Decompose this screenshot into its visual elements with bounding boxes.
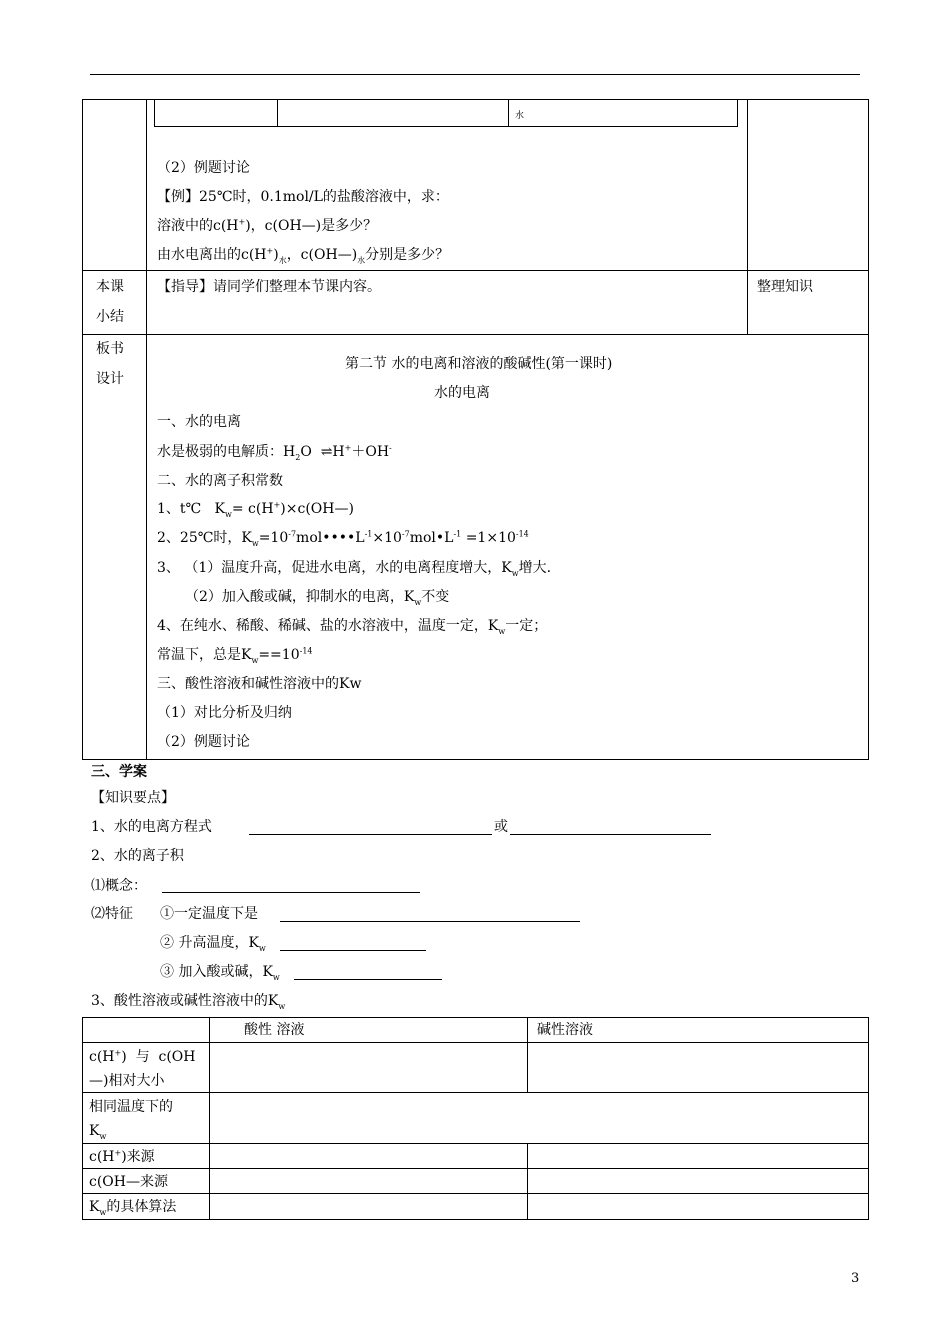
item1-or: 或 (494, 819, 508, 835)
board-subtitle: 水的电离 (434, 385, 490, 401)
summary-label-2: 小结 (96, 309, 124, 325)
row-label-4: c(OH—来源 (89, 1174, 168, 1190)
board-line-6: 3、 （1）温度升高，促进水电离，水的电离程度增大，$K_w$增大. (157, 560, 552, 578)
inner-cell-text: 水 (515, 111, 525, 121)
board-line-1: 一、水的电离 (157, 414, 241, 430)
summary-content: 【指导】请同学们整理本节课内容。 (157, 279, 381, 295)
feature-label: ⑵特征 (91, 906, 133, 922)
board-line-5: 2、25℃时，$K_w=10^{-7}mol••••L^{-1}\times 10^{-7}mol•L^{-1} =1\times 10^{-14}$ (157, 529, 529, 548)
header-acid: 酸性 溶液 (244, 1022, 305, 1038)
board-line-2: 水是极弱的电解质：$H_2O$ ⇌H+＋OH- (157, 443, 392, 462)
feature-2-blank[interactable] (280, 950, 426, 951)
study-heading: 三、学案 (91, 764, 147, 780)
board-line-8: 4、在纯水、稀酸、稀碱、盐的水溶液中，温度一定，$K_w$一定； (157, 618, 548, 636)
row-label-2a: 相同温度下的 (89, 1099, 173, 1115)
item1-blank-1[interactable] (249, 834, 492, 835)
page-number: 3 (851, 1271, 860, 1286)
example-heading: （2）例题讨论 (157, 160, 250, 176)
board-line-7: （2）加入酸或碱，抑制水的电离，$K_w$不变 (185, 589, 450, 607)
board-line-3: 二、水的离子积常数 (157, 473, 283, 489)
concept-label: ⑴概念： (91, 878, 147, 894)
example-line: 【例】25℃时，0.1mol/L的盐酸溶液中，求： (157, 189, 449, 205)
example-q2: 由水电离出的$c(H^+)_水$，$c(OH—)_水$分别是多少？ (157, 246, 450, 265)
concept-blank[interactable] (162, 892, 420, 893)
summary-activity: 整理知识 (757, 279, 813, 295)
board-label-1: 板书 (96, 341, 124, 357)
row-label-3: c(H+)来源 (89, 1148, 155, 1165)
board-line-9: 常温下，总是$K_w==10^{-14}$ (157, 646, 313, 665)
board-line-10: 三、酸性溶液和碱性溶液中的Kw (157, 676, 362, 692)
board-line-11: （1）对比分析及归纳 (157, 705, 292, 721)
item2-label: 2、水的离子积 (91, 848, 184, 864)
board-line-4: 1、t℃ $K_w=$ c(H+)×c(OH—) (157, 500, 354, 519)
row-label-1a: c(H+) 与 c(OH (89, 1048, 196, 1065)
header-base: 碱性溶液 (537, 1022, 593, 1038)
feature-2: ② 升高温度，$K_w$ (160, 935, 266, 953)
row-label-1b: —)相对大小 (89, 1073, 165, 1089)
study-subheading: 【知识要点】 (91, 790, 175, 806)
item3-label: 3、酸性溶液或碱性溶液中的$K_w$ (91, 993, 286, 1011)
board-label-2: 设计 (96, 371, 124, 387)
header-rule (90, 74, 860, 75)
row-label-2b: $K_w$ (89, 1123, 107, 1141)
feature-1: ①一定温度下是 (160, 906, 258, 922)
row-label-5: $K_w$的具体算法 (89, 1199, 177, 1217)
item1-label: 1、水的电离方程式 (91, 819, 212, 835)
summary-label-1: 本课 (96, 279, 124, 295)
feature-3: ③ 加入酸或碱，$K_w$ (160, 964, 280, 982)
item1-blank-2[interactable] (510, 834, 711, 835)
example-q1: 溶液中的c(H+)，c(OH—)是多少？ (157, 217, 378, 234)
board-line-12: （2）例题讨论 (157, 734, 250, 750)
board-title: 第二节 水的电离和溶液的酸碱性(第一课时) (345, 356, 613, 372)
feature-3-blank[interactable] (294, 979, 442, 980)
feature-1-blank[interactable] (280, 921, 580, 922)
